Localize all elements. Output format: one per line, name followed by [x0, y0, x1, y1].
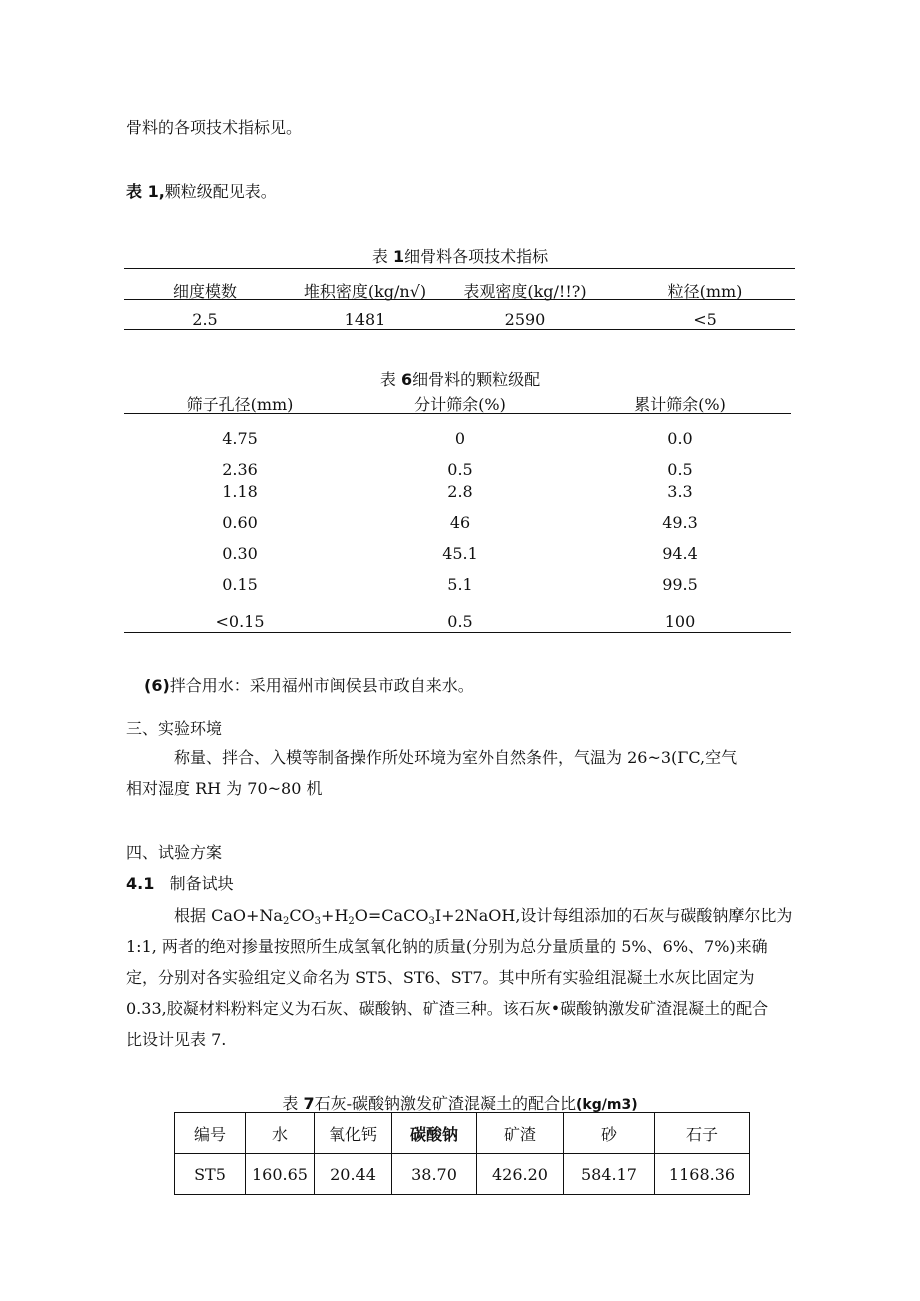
table7-cell: 426.20: [477, 1154, 564, 1195]
equation-subscript: 3: [314, 916, 322, 927]
table6-cell: 99.5: [662, 575, 698, 594]
table6-cell: 94.4: [662, 544, 698, 563]
table6-cell: 0.15: [222, 575, 258, 594]
table1-caption-text: 细骨料各项技术指标: [404, 247, 549, 266]
table6-cell: 46: [449, 513, 471, 532]
table7-cell: 160.65: [246, 1154, 315, 1195]
table1-cell: <5: [693, 310, 717, 329]
equation-subscript: 2: [348, 916, 355, 927]
table6-cell: 5.1: [447, 575, 473, 594]
table7-header-cell: 编号: [175, 1113, 246, 1154]
table6-caption-text: 细骨料的颗粒级配: [412, 370, 541, 389]
table6-caption: [0, 367, 920, 390]
water-paragraph: [144, 673, 474, 696]
table6-top-rule: [124, 413, 791, 414]
intro-table-ref: 表 1,: [126, 182, 165, 201]
table6-header-cell: 筛子孔径(mm): [186, 395, 294, 414]
section4-subheading: [126, 871, 234, 894]
section3-heading: 三、实验环境: [126, 719, 223, 738]
table1-mid-rule: [124, 299, 795, 300]
table6-cell: 3.3: [667, 482, 693, 501]
table6-cell: 100: [664, 612, 696, 631]
table1-caption: [0, 244, 920, 267]
table1-caption-num: 1: [392, 247, 405, 266]
table1-cell: 2590: [504, 310, 546, 329]
table6-cell: 0.0: [667, 429, 693, 448]
table6-cell: 0.5: [667, 460, 693, 479]
section4-para-line-3: 定，分别对各实验组定义命名为 ST5、ST6、ST7。其中所有实验组混凝土水灰比固定为: [126, 968, 755, 987]
section4-para-line-4: 0.33,胶凝材料粉料定义为石灰、碳酸钠、矿渣三种。该石灰•碳酸钠激发矿渣混凝土的配合: [126, 999, 769, 1018]
water-label: (6): [144, 676, 170, 695]
section4-para-line-2: 1:1, 两者的绝对掺量按照所生成氢氧化钠的质量(分别为总分量质量的 5%、6%、7%)来确: [126, 937, 768, 956]
table6-cell: 4.75: [222, 429, 258, 448]
section3-para-line-1: 称量、拌合、入模等制备操作所处环境为室外自然条件，气温为 26~3(ΓC,空气: [174, 748, 738, 767]
table7: [174, 1112, 750, 1195]
equation-text: 根据 CaO+Na: [174, 906, 283, 925]
table6-cell: 49.3: [662, 513, 698, 532]
table7-cell: 1168.36: [655, 1154, 750, 1195]
table7-cell: ST5: [175, 1154, 246, 1195]
table6-caption-num: 6: [400, 370, 413, 389]
equation-text: O=CaCO: [354, 906, 429, 925]
table6-cell: 0.5: [447, 460, 473, 479]
table7-cell: 584.17: [564, 1154, 655, 1195]
section4-para-line-1: [174, 903, 792, 926]
table1-cell: 2.5: [192, 310, 218, 329]
table6-bottom-rule: [124, 632, 791, 633]
section3-para-line-2: 相对湿度 RH 为 70~80 机: [126, 779, 323, 798]
subsection-number: 4.1: [126, 874, 155, 893]
paragraph-text: I+2NaOH,设计每组添加的石灰与碳酸钠摩尔比为: [434, 906, 793, 925]
table7-header-cell: 矿渣: [477, 1113, 564, 1154]
table7-header-cell: 砂: [564, 1113, 655, 1154]
table1-header-cell: 粒径(mm): [667, 282, 743, 301]
table1-header-cell: 细度模数: [172, 282, 237, 301]
table7-caption: [0, 1091, 920, 1114]
table7-header-cell: 碳酸钠: [392, 1113, 477, 1154]
table6-cell: 45.1: [442, 544, 478, 563]
table6-cell: 2.36: [222, 460, 258, 479]
table7-caption-num: 7: [303, 1094, 315, 1113]
table6-cell: 1.18: [222, 482, 258, 501]
equation-subscript: 2: [282, 916, 290, 927]
table7-header-cell: 石子: [655, 1113, 750, 1154]
equation-subscript: 3: [428, 916, 435, 927]
table7-header-cell: 氧化钙: [315, 1113, 392, 1154]
section4-heading: 四、试验方案: [126, 843, 223, 862]
table1-top-rule: [124, 268, 795, 269]
table6-header-cell: 分计筛余(%): [414, 395, 506, 414]
table7-cell: 38.70: [392, 1154, 477, 1195]
table7-caption-text: 石灰-碳酸钠激发矿渣混凝土的配合比: [314, 1094, 577, 1113]
table1-header-cell: 表观密度(kg/!!?): [463, 282, 587, 301]
table6-header-cell: 累计筛余(%): [634, 395, 726, 414]
table7-header-row: [175, 1113, 750, 1154]
table7-row: [175, 1154, 750, 1195]
subsection-title: 制备试块: [169, 874, 234, 893]
table6-cell: 0.5: [447, 612, 473, 631]
table6-cell: 0.60: [222, 513, 258, 532]
table6-cell: 0.30: [222, 544, 258, 563]
table7-header-cell: 水: [246, 1113, 315, 1154]
table1-bottom-rule: [124, 329, 795, 330]
table6-cell: 2.8: [447, 482, 473, 501]
equation-text: +H: [321, 906, 349, 925]
section4-para-line-5: 比设计见表 7.: [126, 1030, 227, 1049]
table1-caption-prefix: 表: [371, 247, 393, 266]
table6-cell: 0: [454, 429, 466, 448]
table1-cell: 1481: [344, 310, 386, 329]
intro-line-2: [126, 179, 277, 202]
intro-line-2-text: 颗粒级配见表。: [164, 182, 277, 201]
table7-caption-unit: (kg/m3): [576, 1097, 638, 1113]
table1-header-cell: 堆积密度(kg/n√): [303, 282, 427, 301]
table6-cell: <0.15: [215, 612, 265, 631]
equation-text: CO: [289, 906, 315, 925]
table7-cell: 20.44: [315, 1154, 392, 1195]
table7-caption-prefix: 表: [282, 1094, 304, 1113]
intro-line-1: 骨料的各项技术指标见。: [126, 118, 303, 137]
water-text: 拌合用水：采用福州市闽侯县市政自来水。: [169, 676, 474, 695]
table6-caption-prefix: 表: [379, 370, 401, 389]
